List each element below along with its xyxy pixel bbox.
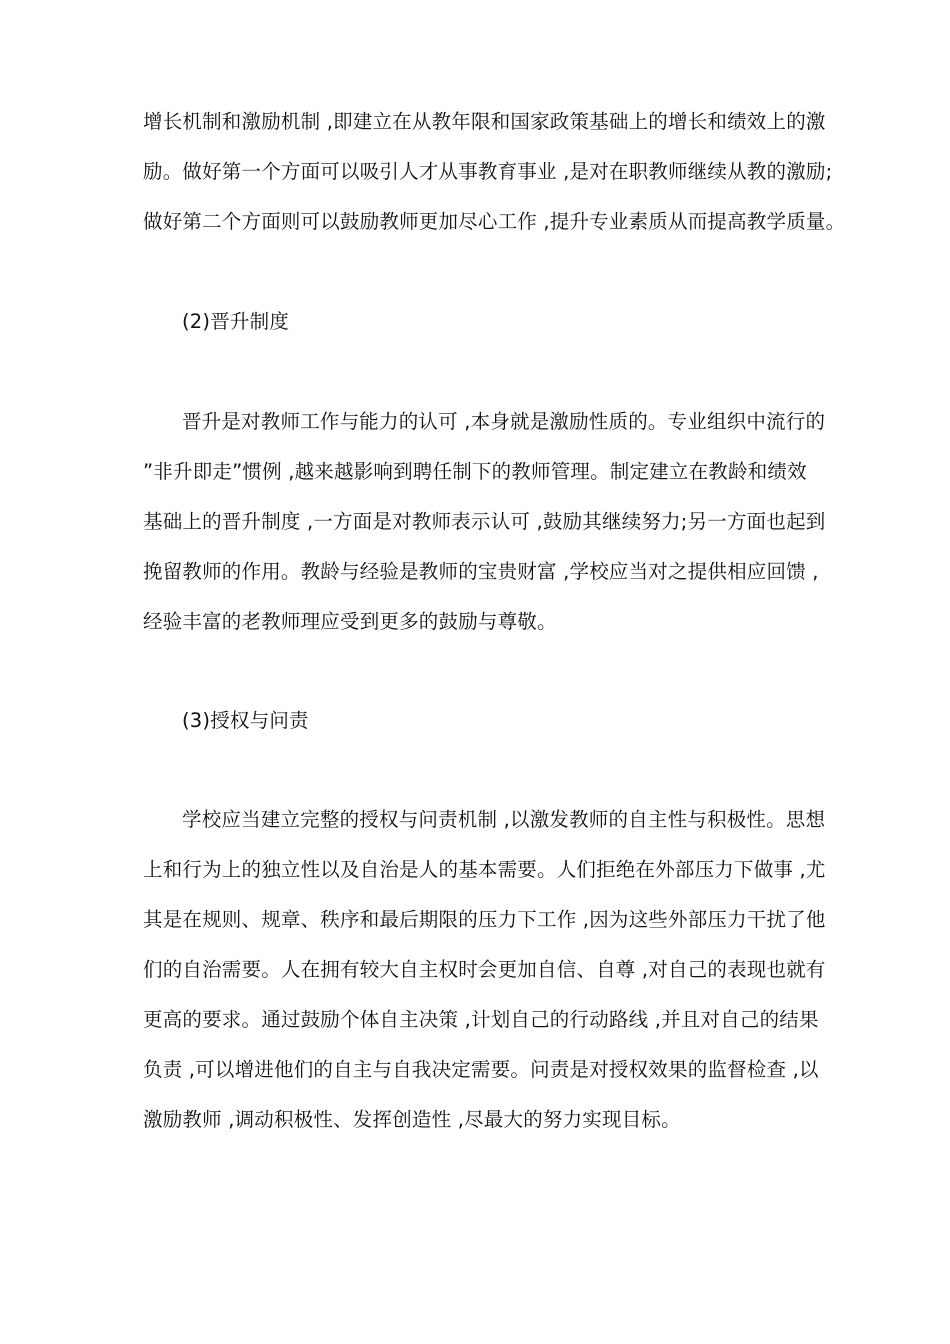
paragraph-line: 负责 ,可以增进他们的自主与自我决定需要。问责是对授权效果的监督检查 ,以 [143,1058,819,1081]
paragraph-line: 激励教师 ,调动积极性、发挥创造性 ,尽最大的努力实现目标。 [143,1108,681,1131]
paragraph-line: 做好第二个方面则可以鼓励教师更加尽心工作 ,提升专业素质从而提高教学质量。 [143,210,846,233]
section-heading-promotion: (2)晋升制度 [182,310,290,333]
paragraph-line: ”非升即走”惯例 ,越来越影响到聘任制下的教师管理。制定建立在教龄和绩效 [143,460,807,483]
paragraph-line: 增长机制和激励机制 ,即建立在从教年限和国家政策基础上的增长和绩效上的激 [143,110,826,133]
paragraph-line: 学校应当建立完整的授权与问责机制 ,以激发教师的自主性与积极性。思想 [182,808,826,831]
paragraph-line: 励。做好第一个方面可以吸引人才从事教育事业 ,是对在职教师继续从教的激励; [143,160,833,183]
paragraph-line: 其是在规则、规章、秩序和最后期限的压力下工作 ,因为这些外部压力干扰了他 [143,908,826,931]
paragraph-line: 们的自治需要。人在拥有较大自主权时会更加自信、自尊 ,对自己的表现也就有 [143,958,826,981]
paragraph-line: 经验丰富的老教师理应受到更多的鼓励与尊敬。 [143,610,557,633]
paragraph-line: 晋升是对教师工作与能力的认可 ,本身就是激励性质的。专业组织中流行的 [182,410,826,433]
paragraph-line: 上和行为上的独立性以及自治是人的基本需要。人们拒绝在外部压力下做事 ,尤 [143,858,826,881]
section-heading-authorization: (3)授权与问责 [182,709,309,732]
paragraph-line: 挽留教师的作用。教龄与经验是教师的宝贵财富 ,学校应当对之提供相应回馈 , [143,560,819,583]
paragraph-line: 基础上的晋升制度 ,一方面是对教师表示认可 ,鼓励其继续努力;另一方面也起到 [143,510,826,533]
paragraph-line: 更高的要求。通过鼓励个体自主决策 ,计划自己的行动路线 ,并且对自己的结果 [143,1008,819,1031]
